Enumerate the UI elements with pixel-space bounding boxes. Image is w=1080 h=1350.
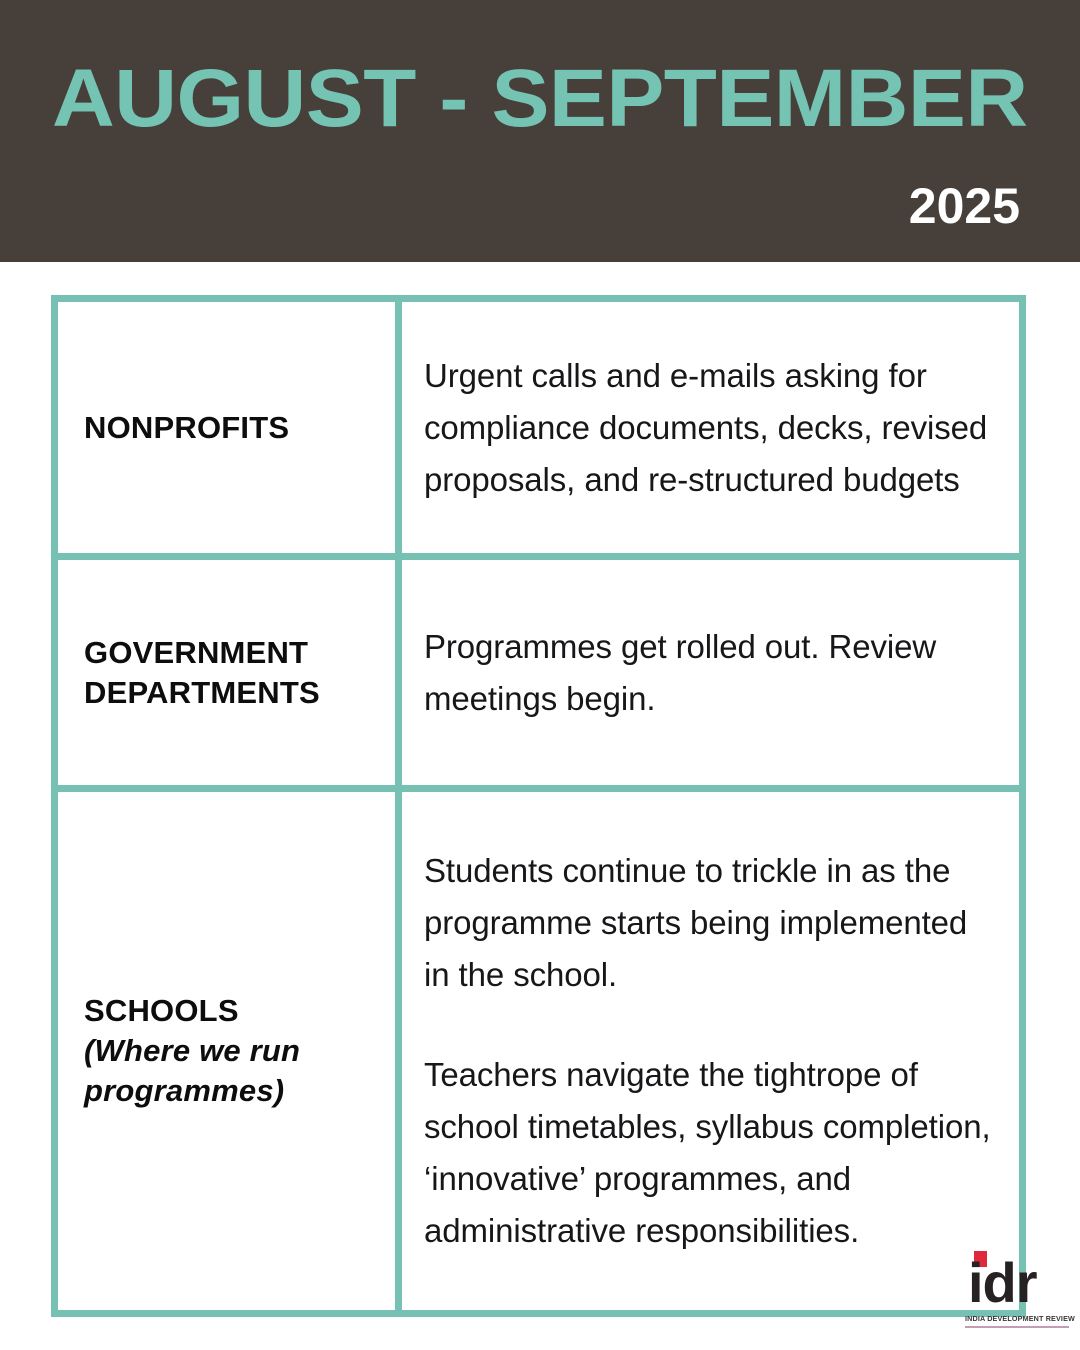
- row-paragraph: Programmes get rolled out. Review meetings begin.: [424, 627, 937, 717]
- table-row-label-cell: [58, 560, 402, 785]
- header-year: 2025: [908, 178, 1020, 234]
- logo-tagline: INDIA DEVELOPMENT REVIEW: [965, 1314, 1075, 1323]
- row-label: SCHOOLS: [84, 993, 239, 1028]
- table-row-label-cell: [58, 792, 402, 1310]
- logo-underline: [965, 1326, 1069, 1328]
- idr-logo: [954, 1246, 1075, 1342]
- page-title: AUGUST - SEPTEMBER: [52, 53, 1028, 144]
- timeline-table: [51, 295, 1026, 1317]
- table-row-body-cell: [402, 792, 1019, 1310]
- table-row-label-cell: [58, 302, 402, 553]
- row-paragraph: Teachers navigate the tightrope of school timetables, syllabus completion, ‘innovative’ programmes, and administrative responsibilities.: [424, 1056, 991, 1249]
- table-row-body-cell: [402, 560, 1019, 785]
- row-label: GOVERNMENT DEPARTMENTS: [84, 634, 320, 710]
- table-row: [58, 302, 1019, 560]
- header-banner: [0, 0, 1080, 262]
- row-label-subtitle: (Where we run programmes): [84, 1033, 301, 1108]
- logo-wordmark: idr: [968, 1251, 1037, 1314]
- row-paragraph: Students continue to trickle in as the programme starts being implemented in the school.: [424, 852, 968, 993]
- table-row: [58, 560, 1019, 792]
- table-row: [58, 792, 1019, 1310]
- row-label: NONPROFITS: [84, 409, 290, 445]
- row-paragraph: Urgent calls and e-mails asking for compliance documents, decks, revised proposals, and re-structured budgets: [424, 356, 988, 498]
- table-row-body-cell: [402, 302, 1019, 553]
